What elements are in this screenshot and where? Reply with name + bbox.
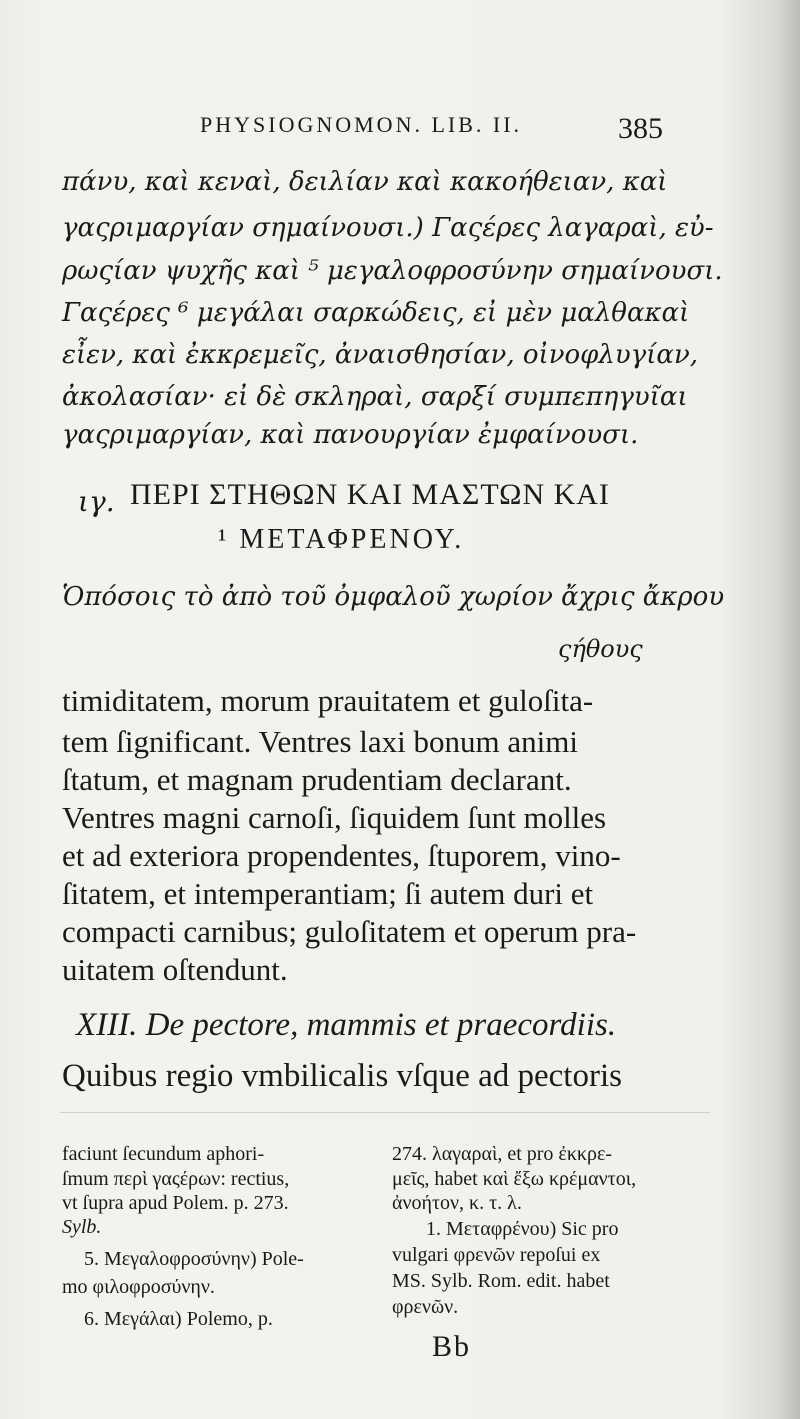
footnote-divider	[60, 1112, 710, 1113]
latin-text-line: Ventres magni carnoſi, ſiquidem ſunt molles	[62, 800, 607, 835]
latin-text-line: timiditatem, morum prauitatem et guloſita-	[62, 683, 594, 718]
greek-text-line: πάνυ, καὶ κεναὶ, δειλίαν καὶ κακοήθειαν, καὶ	[62, 167, 668, 197]
greek-text-line: Γαςέρες ⁶ μεγάλαι σαρκώδεις, εἰ μὲν μαλθακαὶ	[62, 298, 690, 328]
footnote-left-line: vt ſupra apud Polem. p. 273.	[62, 1192, 289, 1214]
latin-text-line: compacti carnibus; guloſitatem et operum pra-	[62, 914, 637, 949]
footnote-left-line: mo φιλοφροσύνην.	[62, 1276, 215, 1298]
footnote-right-line: φρενῶν.	[392, 1296, 459, 1318]
latin-text-line: uitatem oſtendunt.	[62, 952, 288, 987]
greek-text-line: εἶεν, καὶ ἐκκρεμεῖς, ἀναισθησίαν, οἰνοφλυγίαν,	[62, 340, 699, 370]
greek-text-line: ἀκολασίαν· εἰ δὲ σκληραὶ, σαρξί συμπεπηγυῖαι	[62, 382, 688, 412]
greek-text-line: ρωςίαν ψυχῆς καὶ ⁵ μεγαλοφροσύνην σημαίνουσι.	[62, 256, 723, 286]
page-number: 385	[618, 112, 663, 145]
latin-section-heading: XIII. De pectore, mammis et praecordiis.	[76, 1007, 617, 1043]
greek-text-line: γαςριμαργίαν σημαίνουσι.) Γαςέρες λαγαραὶ, εὐ-	[62, 213, 714, 243]
footnote-right-line: ἀνοήτον, κ. τ. λ.	[392, 1192, 522, 1214]
greek-section-opening: Ὁπόσοις τὸ ἀπὸ τοῦ ὀμφαλοῦ χωρίον ἄχρις ἄκρου	[62, 582, 725, 612]
footnote-left-line: ſmum περὶ γαςέρων: rectius,	[62, 1168, 290, 1190]
footnote-right-line: 1. Μεταφρένου) Sic pro	[426, 1218, 619, 1240]
greek-section-heading-cont: ¹ ΜΕΤΑΦΡΕΝΟΥ.	[218, 524, 465, 555]
footnote-left-line: faciunt ſecundum aphori-	[62, 1143, 265, 1165]
latin-text-line: ſtatum, et magnam prudentiam declarant.	[62, 762, 572, 797]
latin-text-line: et ad exteriora propendentes, ſtuporem, vino-	[62, 838, 621, 873]
footnote-right-line: MS. Sylb. Rom. edit. habet	[392, 1270, 610, 1292]
footnote-right-line: μεῖς, habet καὶ ἔξω κρέμαντοι,	[392, 1168, 637, 1190]
latin-section-opening: Quibus regio vmbilicalis vſque ad pectoris	[62, 1058, 622, 1094]
signature-mark: Bb	[432, 1330, 472, 1363]
greek-section-opening-cont: ςήθους	[558, 635, 643, 663]
greek-text-line: γαςριμαργίαν, καὶ πανουργίαν ἐμφαίνουσι.	[62, 420, 639, 450]
running-title: PHYSIOGNOMON. LIB. II.	[200, 112, 523, 137]
footnote-right-line: vulgari φρενῶν repoſui ex	[392, 1244, 601, 1266]
greek-section-number: ιγ.	[78, 485, 115, 518]
footnote-left-line: Sylb.	[62, 1216, 102, 1238]
latin-text-line: ſitatem, et intemperantiam; ſi autem duri et	[62, 876, 594, 911]
footnote-right-line: 274. λαγαραὶ, et pro ἐκκρε-	[392, 1143, 613, 1165]
footnote-left-line: 6. Μεγάλαι) Polemo, p.	[84, 1308, 273, 1330]
footnote-left-line: 5. Μεγαλοφροσύνην) Pole-	[84, 1248, 304, 1270]
latin-text-line: tem ſignificant. Ventres laxi bonum animi	[62, 724, 578, 759]
greek-section-heading: ΠΕΡΙ ΣΤΗΘΩΝ ΚΑΙ ΜΑΣΤΩΝ ΚΑΙ	[130, 478, 610, 511]
